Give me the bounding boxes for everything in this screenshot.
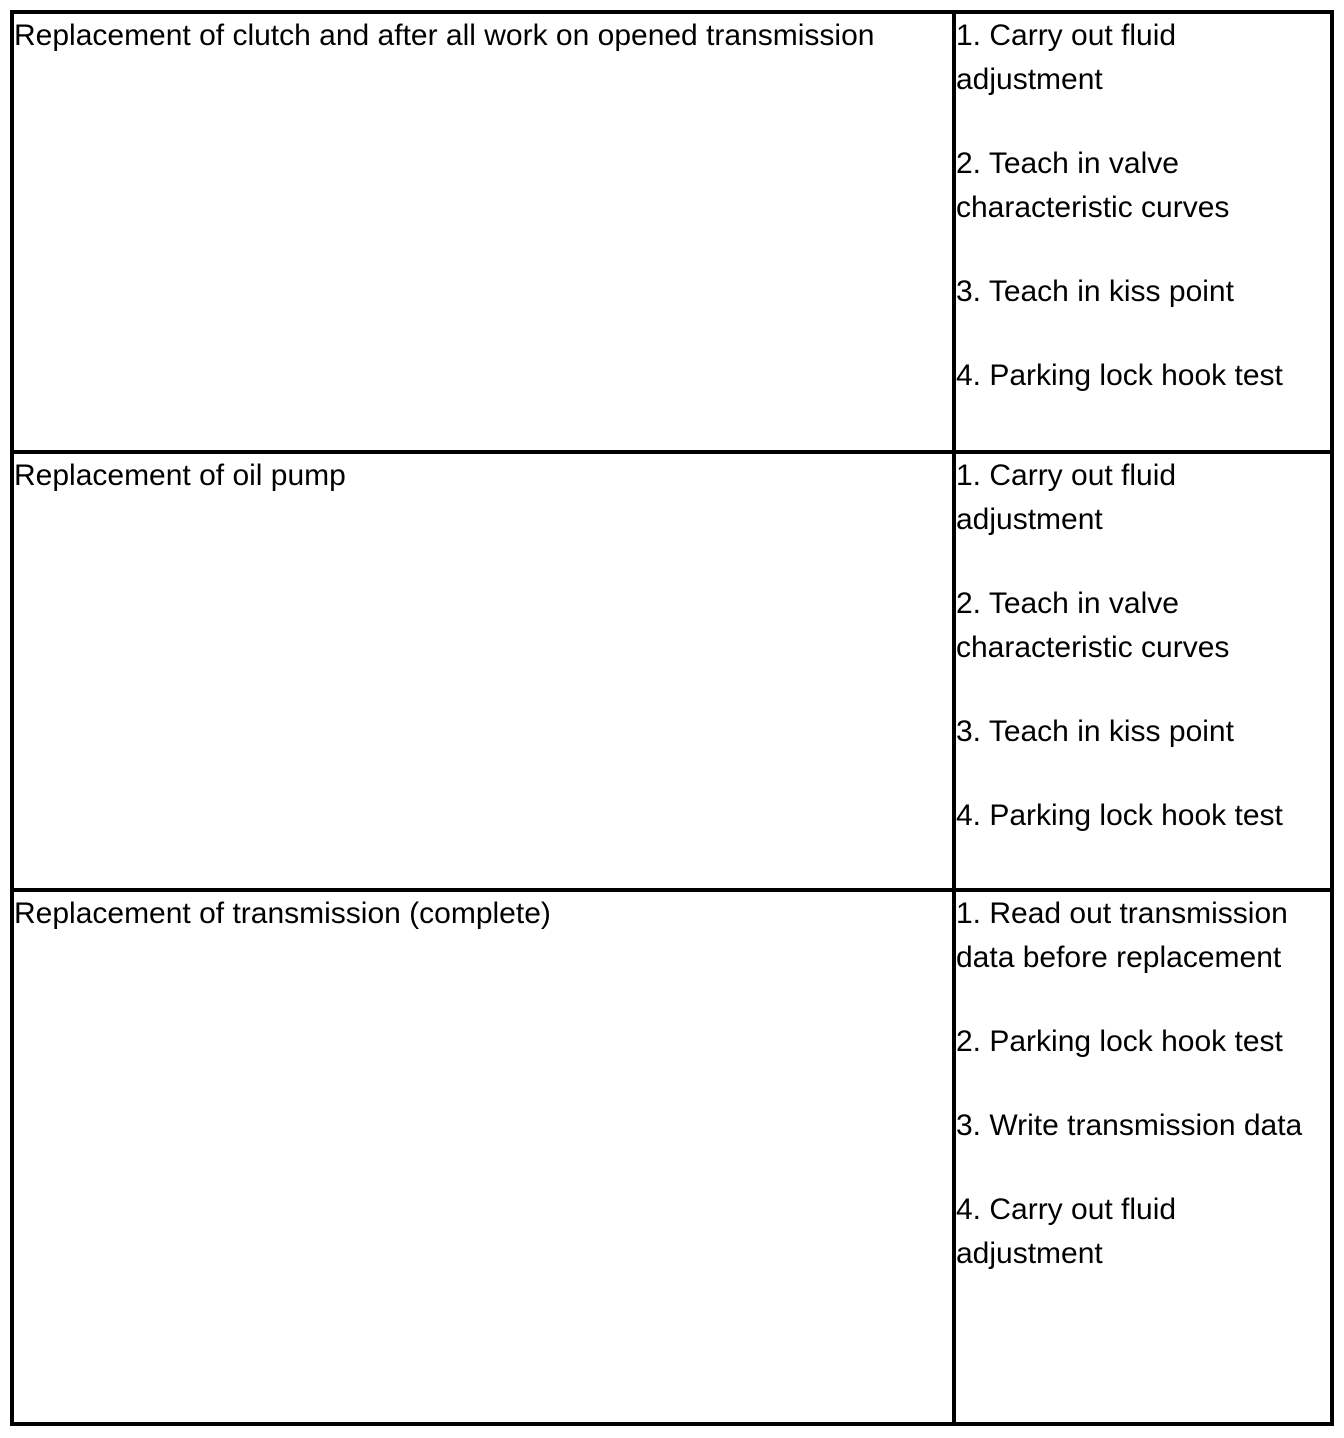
table-row xyxy=(12,452,1332,890)
step-item: 2. Teach in valve characteristic curves xyxy=(956,147,1230,224)
step-item: 3. Teach in kiss point xyxy=(956,275,1234,308)
step-item: 4. Parking lock hook test xyxy=(956,799,1283,832)
step-item: 1. Read out transmission data before replacement xyxy=(956,897,1288,974)
table-row xyxy=(12,12,1332,452)
steps-cell xyxy=(954,890,1332,1424)
procedures-table xyxy=(10,10,1334,1426)
operation-cell: Replacement of oil pump xyxy=(12,452,954,890)
step-item: 4. Parking lock hook test xyxy=(956,359,1283,392)
operation-cell: Replacement of clutch and after all work on opened transmission xyxy=(12,12,954,452)
steps-cell xyxy=(954,12,1332,452)
operation-cell: Replacement of transmission (complete) xyxy=(12,890,954,1424)
step-item: 3. Write transmission data xyxy=(956,1109,1303,1142)
step-item: 1. Carry out fluid adjustment xyxy=(956,459,1177,536)
step-item: 4. Carry out fluid adjustment xyxy=(956,1193,1177,1270)
table-row xyxy=(12,890,1332,1424)
step-item: 2. Teach in valve characteristic curves xyxy=(956,587,1230,664)
step-item: 3. Teach in kiss point xyxy=(956,715,1234,748)
steps-cell xyxy=(954,452,1332,890)
step-item: 1. Carry out fluid adjustment xyxy=(956,19,1177,96)
step-item: 2. Parking lock hook test xyxy=(956,1025,1283,1058)
